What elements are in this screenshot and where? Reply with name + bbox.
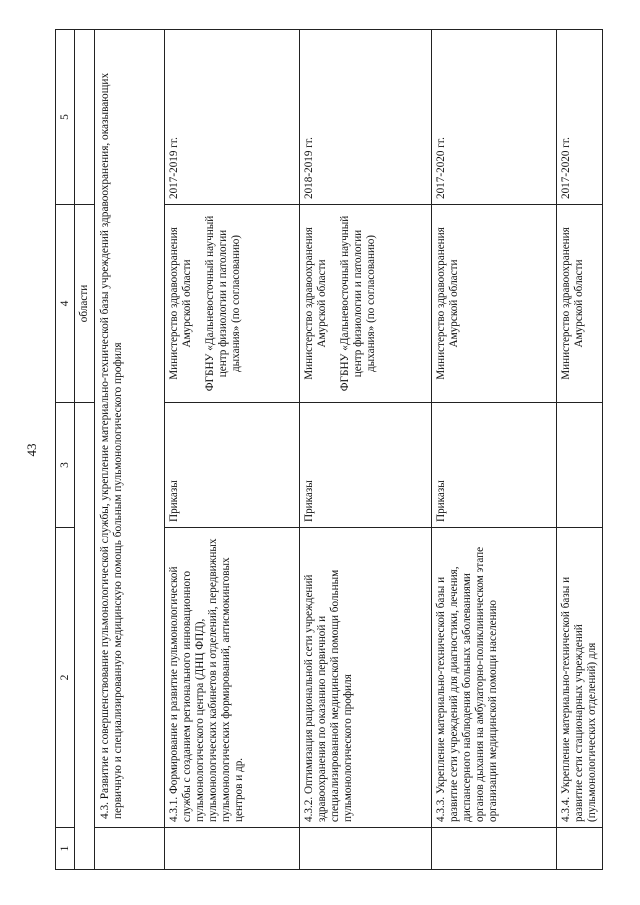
executor-primary: Министерство здравоохранения Амурской области [168, 227, 193, 380]
doc-cell: Приказы [165, 403, 300, 528]
table-row [300, 30, 432, 870]
doc-cell [557, 403, 603, 528]
executor-secondary: ФГБНУ «Дальневосточный научный центр физиологии и патологии дыхания» (по согласованию) [339, 215, 377, 392]
section-row [95, 30, 165, 870]
executor-primary: Министерство здравоохранения Амурской области [435, 227, 460, 380]
table-row [557, 30, 603, 870]
executor-primary: Министерство здравоохранения Амурской области [560, 227, 585, 380]
executor-cell [300, 205, 432, 403]
header-cell-4: 4 [56, 205, 75, 403]
header-cell-3: 3 [56, 403, 75, 528]
term-cell: 2017-2020 гг. [432, 30, 557, 205]
task-cell: 4.3.4. Укрепление материально-технической базы и развитие сети стационарных учреждений (пульмонологических отделений) для [557, 528, 603, 828]
executor-cell [557, 205, 603, 403]
task-cell: 4.3.3. Укрепление материально-технической базы и развитие сети учреждений для диагностики, лечения, диспансерного наблюдения больных заболеваниями органов дыхания на амбулаторно-поликлиническом этапе организации медицинской помощи населению [432, 528, 557, 828]
term-cell: 2017-2020 гг. [557, 30, 603, 205]
continuation-row [75, 30, 95, 870]
doc-cell: Приказы [300, 403, 432, 528]
executor-secondary: ФГБНУ «Дальневосточный научный центр физиологии и патологии дыхания» (по согласованию) [204, 215, 242, 392]
doc-cell: Приказы [432, 403, 557, 528]
header-row [56, 30, 75, 870]
executor-cell [432, 205, 557, 403]
table-row [165, 30, 300, 870]
rotated-table-container [55, 30, 598, 870]
plan-table [55, 29, 603, 870]
table-row [432, 30, 557, 870]
task-cell: 4.3.2. Оптимизация рациональной сети учреждений здравоохранения по оказанию первичной и специализированной медицинской помощи больным пульмонологического профиля [300, 528, 432, 828]
header-cell-2: 2 [56, 528, 75, 828]
term-cell: 2017-2019 гг. [165, 30, 300, 205]
section-title: 4.3. Развитие и совершенствование пульмонологической службы, укрепление материально-технической базы учреждений здравоохранения, оказывающих первичную и специализированную медицинскую помощь больным пульмонологического профиля [95, 30, 165, 828]
continuation-cell: области [75, 205, 95, 403]
header-cell-1: 1 [56, 828, 75, 870]
task-cell: 4.3.1. Формирование и развитие пульмонологической службы с созданием регионального инновационного пульмонологического центра (ДНЦ ФПД), пульмонологических кабинетов и отделений, передвижных пульмонологических формирований, антисмокинговых центров и др. [165, 528, 300, 828]
term-cell: 2018-2019 гг. [300, 30, 432, 205]
header-cell-5: 5 [56, 30, 75, 205]
executor-primary: Министерство здравоохранения Амурской области [303, 227, 328, 380]
page-number: 43 [24, 443, 39, 457]
executor-cell [165, 205, 300, 403]
